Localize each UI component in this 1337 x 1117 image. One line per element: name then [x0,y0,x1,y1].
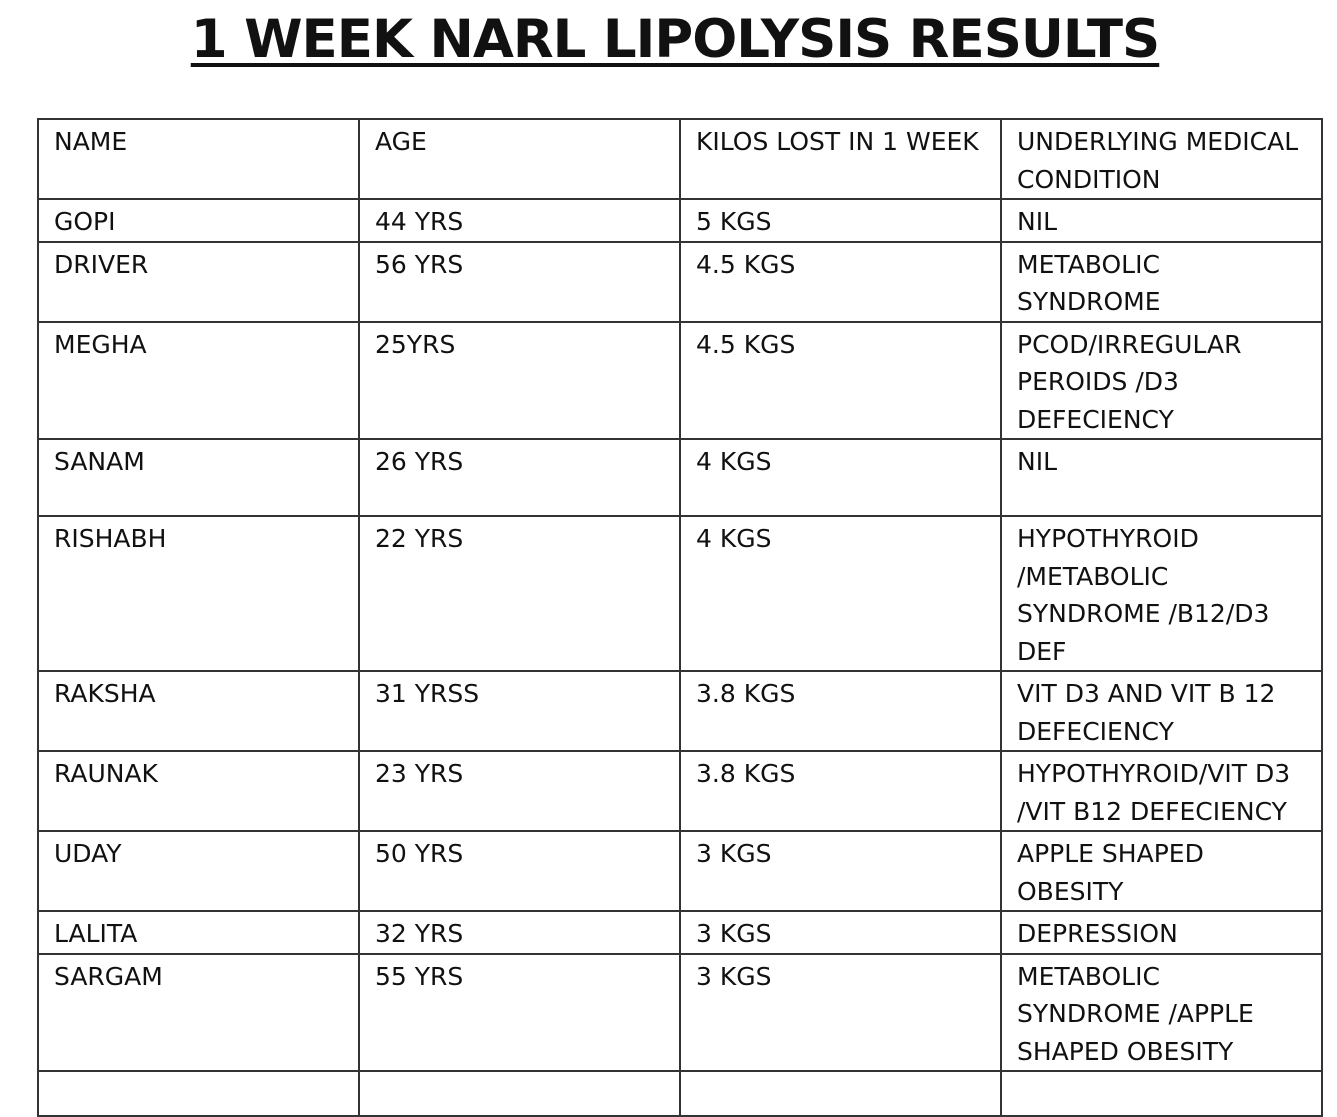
cell-age: 50 YRS [359,831,680,911]
table-row [38,751,1322,831]
table-row [38,199,1322,242]
cell-kilos-lost: 3 KGS [680,911,1001,954]
cell-age: 32 YRS [359,911,680,954]
cell-kilos-lost: 4 KGS [680,516,1001,671]
header-name: NAME [38,119,359,199]
table-row [38,322,1322,440]
cell-kilos-lost: 5 KGS [680,199,1001,242]
table-row-partial [38,1071,1322,1116]
cell-age: 25YRS [359,322,680,440]
cell-name: RISHABH [38,516,359,671]
page-title: 1 WEEK NARL LIPOLYSIS RESULTS [190,9,1160,70]
header-kilos-lost: KILOS LOST IN 1 WEEK [680,119,1001,199]
table-header-row [38,119,1322,199]
cell-age: 44 YRS [359,199,680,242]
table-row [38,911,1322,954]
cell-age: 56 YRS [359,242,680,322]
cell-name: SARGAM [38,954,359,1072]
cell-empty [1001,1071,1322,1116]
cell-medical-condition: DEPRESSION [1001,911,1322,954]
cell-kilos-lost: 3.8 KGS [680,671,1001,751]
header-age: AGE [359,119,680,199]
cell-medical-condition: NIL [1001,199,1322,242]
cell-medical-condition: METABOLIC SYNDROME [1001,242,1322,322]
cell-medical-condition: PCOD/IRREGULAR PEROIDS /D3 DEFECIENCY [1001,322,1322,440]
cell-medical-condition: APPLE SHAPED OBESITY [1001,831,1322,911]
cell-kilos-lost: 4.5 KGS [680,242,1001,322]
cell-empty [680,1071,1001,1116]
table-row [38,242,1322,322]
cell-kilos-lost: 3.8 KGS [680,751,1001,831]
cell-name: UDAY [38,831,359,911]
cell-name: MEGHA [38,322,359,440]
results-table [37,118,1323,1117]
cell-empty [38,1071,359,1116]
cell-medical-condition: HYPOTHYROID/VIT D3 /VIT B12 DEFECIENCY [1001,751,1322,831]
table-row [38,671,1322,751]
cell-name: DRIVER [38,242,359,322]
cell-age: 22 YRS [359,516,680,671]
cell-medical-condition: HYPOTHYROID /METABOLIC SYNDROME /B12/D3 DEF [1001,516,1322,671]
table-row [38,831,1322,911]
cell-kilos-lost: 3 KGS [680,954,1001,1072]
table-row [38,954,1322,1072]
cell-age: 31 YRSS [359,671,680,751]
cell-empty [359,1071,680,1116]
cell-age: 55 YRS [359,954,680,1072]
cell-name: LALITA [38,911,359,954]
cell-age: 26 YRS [359,439,680,516]
cell-name: RAKSHA [38,671,359,751]
cell-name: GOPI [38,199,359,242]
cell-medical-condition: VIT D3 AND VIT B 12 DEFECIENCY [1001,671,1322,751]
cell-medical-condition: METABOLIC SYNDROME /APPLE SHAPED OBESITY [1001,954,1322,1072]
cell-kilos-lost: 4.5 KGS [680,322,1001,440]
header-medical-condition: UNDERLYING MEDICAL CONDITION [1001,119,1322,199]
cell-name: SANAM [38,439,359,516]
cell-kilos-lost: 4 KGS [680,439,1001,516]
table-row [38,439,1322,516]
cell-name: RAUNAK [38,751,359,831]
cell-medical-condition: NIL [1001,439,1322,516]
cell-age: 23 YRS [359,751,680,831]
cell-kilos-lost: 3 KGS [680,831,1001,911]
table-row [38,516,1322,671]
